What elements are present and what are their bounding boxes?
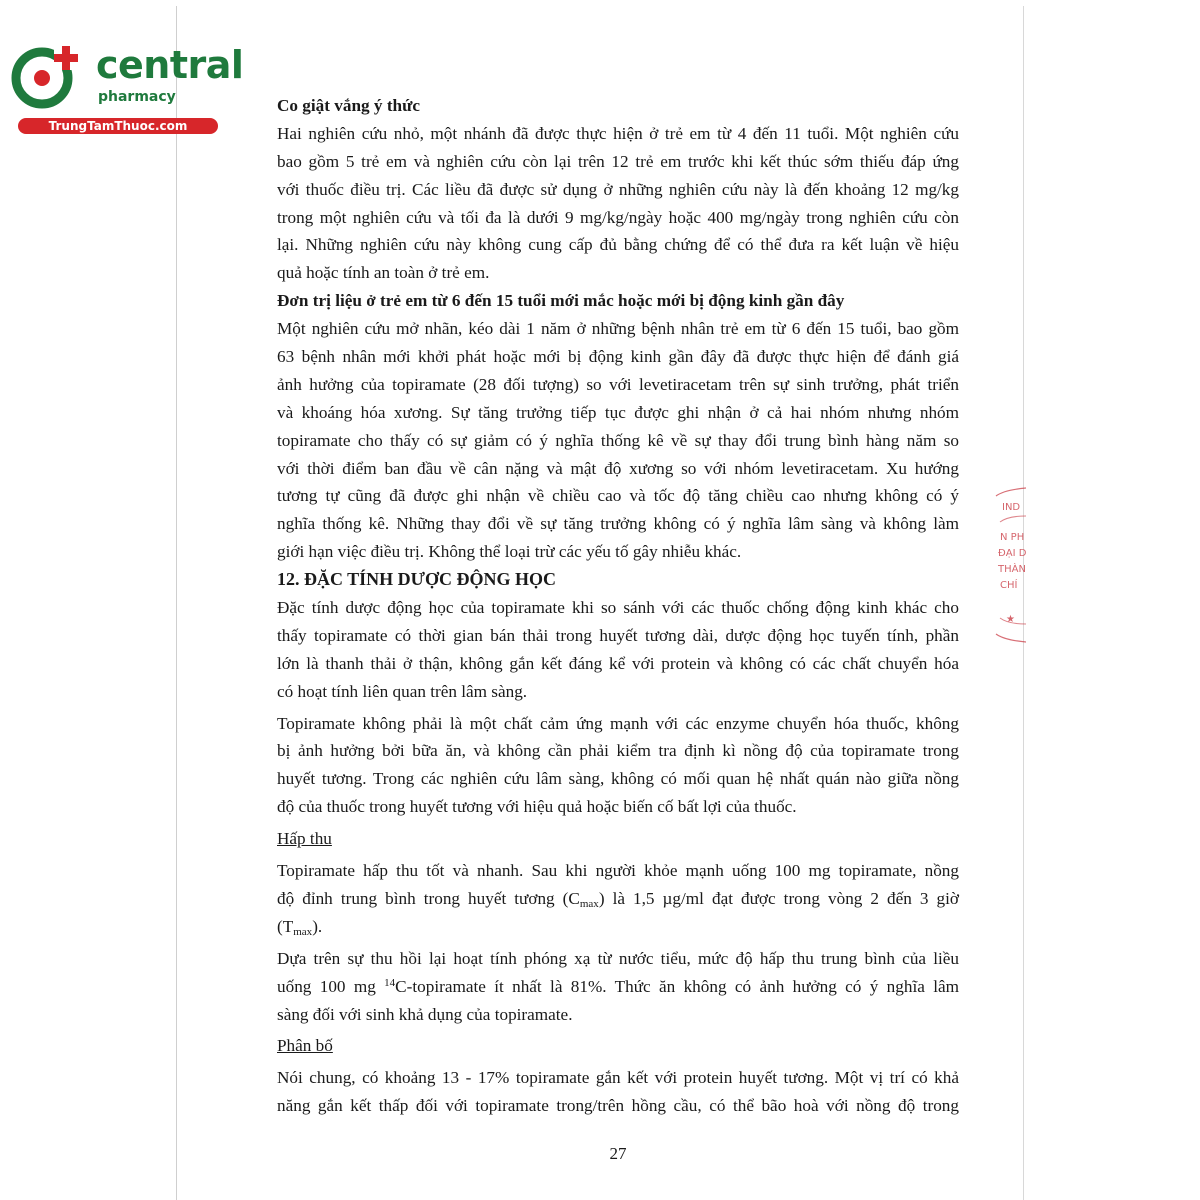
text-line: trong một nghiên cứu và tối đa là dưới 9 mg/kg/ngày hoặc 400 mg/ngày trong nghiên cứu còn [277, 207, 959, 227]
stamp-text: N PH [1000, 532, 1025, 543]
text-line: thấy topiramate có thời gian bán thải trong huyết tương dài, dược động học tuyến tính, phần [277, 625, 959, 645]
stamp-text: THÀN [998, 564, 1026, 575]
stamp-text: ĐẠI D [998, 548, 1027, 559]
text-line: bị ảnh hưởng bởi bữa ăn, và không cần phải kiểm tra định kì nồng độ của topiramate trong [277, 741, 959, 761]
text-line-c14: uống 100 mg $^{14}$C-topiramate ít nhất là 81%. Thức ăn không có ảnh hưởng có ý nghĩa lâm [277, 976, 959, 996]
document-body [277, 92, 959, 1120]
text-line: với thời điểm ban đầu về cân nặng và mật độ xương so với nhóm levetiracetam. Xu hướng [277, 458, 959, 478]
central-pharmacy-logo[interactable] [8, 40, 244, 140]
text-line: giới hạn việc điều trị. Không thể loại trừ các yếu tố gây nhiễu khác. [277, 542, 742, 562]
text-line: có hoạt tính liên quan trên lâm sàng. [277, 681, 528, 701]
text-line: sàng đối với sinh khả dụng của topiramate. [277, 1004, 573, 1024]
text-line: Dựa trên sự thu hồi lại hoạt tính phóng xạ từ nước tiểu, mức độ hấp thu trung bình của liều [277, 948, 959, 968]
text-line: 63 bệnh nhân mới khởi phát hoặc mới bị động kinh gần đây đã được thực hiện để đánh giá [277, 347, 959, 367]
text-line: Nói chung, có khoảng 13 - 17% topiramate gắn kết với protein huyết tương. Một vị trí có khả [277, 1068, 959, 1088]
stamp-star-icon: ★ [1006, 614, 1015, 625]
text-line: lớn là thanh thải ở thận, không gắn kết đáng kể với protein và không có các chất chuyển hóa [277, 653, 959, 673]
text-line: lại. Những nghiên cứu này không cung cấp đủ bằng chứng để có thể đưa ra kết luận về hiệu [277, 235, 959, 255]
pharmacy-cross-icon [10, 40, 82, 112]
text-line: năng gắn kết thấp đối với topiramate trong/trên hồng cầu, có thể bão hoà với nồng độ trong [277, 1096, 959, 1116]
text-line: topiramate cho thấy có sự giảm có ý nghĩa thống kê về sự thay đổi trung bình hàng năm so [277, 430, 959, 450]
text-line: Một nghiên cứu mở nhãn, kéo dài 1 năm ở những bệnh nhân trẻ em từ 6 đến 15 tuổi, bao gồm [277, 319, 959, 339]
text-line-cmax: độ đỉnh trung bình trong huyết tương $(C_{max})$ là 1,5 µg/ml đạt được trong vòng 2 đến 3 giờ [277, 888, 959, 910]
text-line: và khoáng hóa xương. Sự tăng trưởng tiếp tục được ghi nhận ở cả hai nhóm nhưng nhóm [277, 402, 959, 422]
text-line: ảnh hưởng của topiramate (28 đối tượng) so với levetiracetam trên sự sinh trưởng, phát triển [277, 374, 959, 394]
stamp-text: CHÍ [1000, 580, 1018, 591]
text-line: nghĩa thống kê. Những thay đổi về sự tăng trưởng không có ý nghĩa lâm sàng và không làm [277, 514, 959, 534]
text-line: Topiramate hấp thu tốt và nhanh. Sau khi người khỏe mạnh uống 100 mg topiramate, nồng [277, 861, 959, 881]
heading-monotherapy: Đơn trị liệu ở trẻ em từ 6 đến 15 tuổi mới mắc hoặc mới bị động kinh gần đây [277, 291, 845, 311]
section-title-pharmacokinetics: 12. ĐẶC TÍNH DƯỢC ĐỘNG HỌC [277, 569, 557, 590]
logo-subtitle: pharmacy [98, 89, 176, 105]
logo-name: central [96, 43, 244, 87]
text-line: Hai nghiên cứu nhỏ, một nhánh đã được thực hiện ở trẻ em từ 4 đến 11 tuổi. Một nghiên cứu [277, 123, 959, 143]
red-stamp [986, 486, 1026, 646]
text-line: huyết tương. Trong các nghiên cứu lâm sàng, không có mối quan hệ nhất quán nào giữa nồng [277, 769, 959, 789]
text-line: Topiramate không phải là một chất cảm ứng mạnh với các enzyme chuyển hóa thuốc, không [277, 713, 959, 733]
subheading-distribution: Phân bố [277, 1036, 333, 1056]
heading-absence-seizures: Co giật vắng ý thức [277, 96, 421, 115]
text-line: bao gồm 5 trẻ em và nghiên cứu còn lại trên 12 trẻ em trước khi kết thúc sớm thiếu đáp ứng [277, 151, 959, 171]
subheading-absorption: Hấp thu [277, 829, 332, 849]
logo-website: TrungTamThuoc.com [18, 118, 218, 134]
text-line: Đặc tính dược động học của topiramate khi so sánh với các thuốc chống động kinh khác cho [277, 598, 959, 618]
text-line: quả hoặc tính an toàn ở trẻ em. [277, 263, 490, 283]
text-line: độ của thuốc trong huyết tương với hiệu quả hoặc biến cố bất lợi của thuốc. [277, 797, 797, 817]
text-line-tmax: $(T_{max})$. [277, 916, 323, 938]
text-line: với thuốc điều trị. Các liều đã được sử dụng ở những nghiên cứu này là đến khoảng 12 mg/kg [277, 179, 959, 199]
text-line: tương tự cũng đã được ghi nhận về chiều cao và tốc độ tăng chiều cao nhưng không có ý [277, 486, 959, 506]
stamp-text: IND [1002, 502, 1021, 513]
page-number: 27 [609, 1144, 627, 1163]
